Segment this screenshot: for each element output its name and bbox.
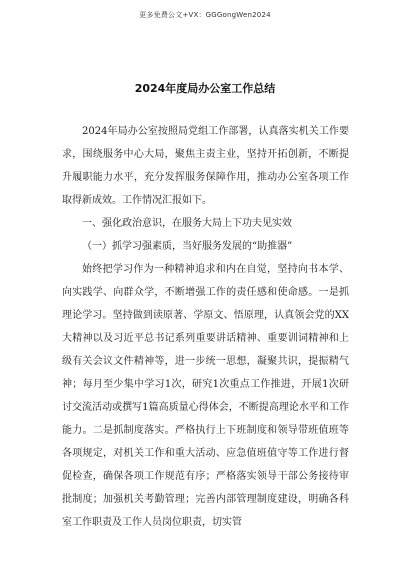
document-body xyxy=(62,120,349,534)
body-paragraph: 始终把学习作为一种精神追求和内在自觉，坚持向书本学、向实践学、向群众学，不断增强工作的责任感和使命感。一是抓理论学习。坚持做到读原著、学原文、悟原理，认真领会党的XX大精神以及习近平总书记系列重要讲话精神、重要训词精神和上级有关会议文件精神等，进一步统一思想，凝聚共识，提振精气神；每月至少集中学习1次，研究1次重点工作推进，开展1次研讨交流活动或撰写1篇高质量心得体会，不断提高理论水平和工作能力。二是抓制度落实。严格执行上下班制度和领导带班值班等各项规定，对机关工作和重大活动、应急值班值守等工作进行督促检查，确保各项工作规范有序；严格落实领导干部公务接待审批制度；加强机关考勤管理；完善内部管理制度建设，明确各科室工作职责及工作人员岗位职责，切实管 xyxy=(62,264,349,528)
section-heading: 一、强化政治意识，在服务大局上下功夫见实效 xyxy=(82,218,292,229)
header-note: 更多免费公文+VX：GGGongWen2024 xyxy=(139,11,271,19)
document-title: 2024年度局办公室工作总结 xyxy=(134,82,276,95)
intro-paragraph: 2024年局办公室按照局党组工作部署，认真落实机关工作要求，围绕服务中心大局，聚焦主责主业，坚持开拓创新，不断提升履职能力水平，充分发挥服务保障作用，推动办公室各项工作取得新成效。工作情况汇报如下。 xyxy=(62,126,349,206)
subsection-heading: （一）抓学习强素质，当好服务发展的“助推器” xyxy=(82,241,293,252)
